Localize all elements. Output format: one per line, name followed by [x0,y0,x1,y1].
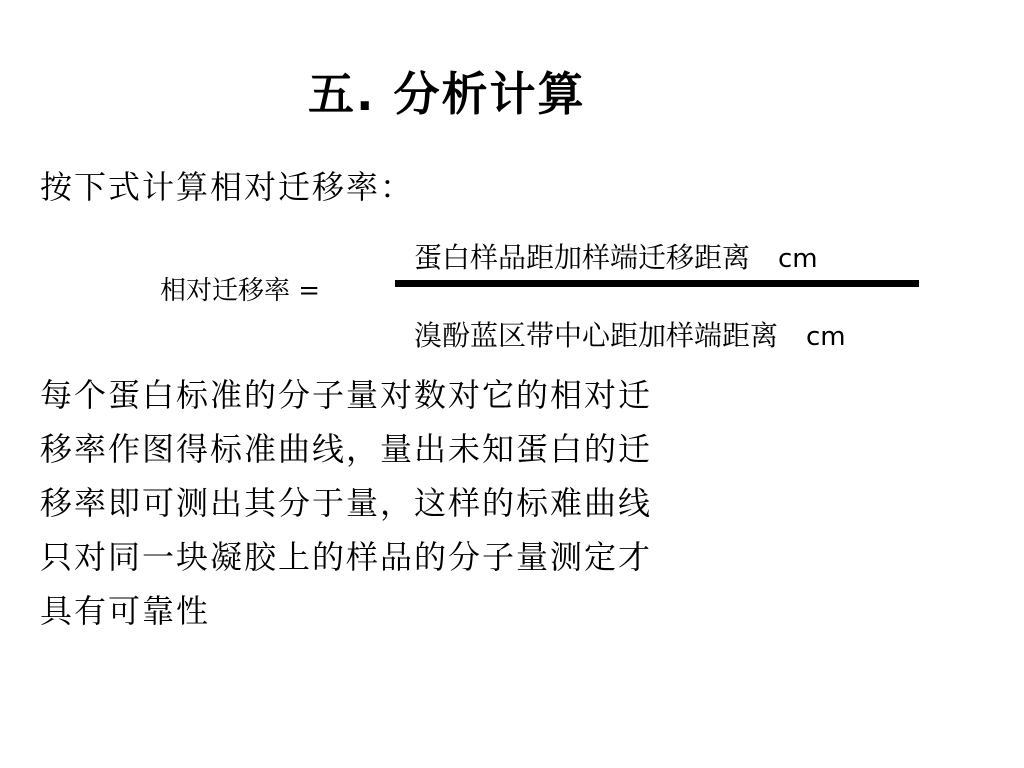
numerator-text: 蛋白样品距加样端迁移距离 [414,241,751,274]
denominator-unit: cm [806,322,846,352]
formula-label: 相对迁移率 = [160,276,321,306]
body-line: 移率即可测出其分于量，这样的标难曲线 [40,484,653,522]
body-line: 只对同一块凝胶上的样品的分子量测定才 [40,538,653,576]
formula-numerator [414,236,818,276]
body-line: 移率作图得标准曲线，量出未知蛋白的迁 [40,430,653,468]
denominator-text: 溴酚蓝区带中心距加样端距离 [414,319,779,352]
slide-title: 五. 分析计算 [308,67,586,121]
fraction-bar [395,280,919,287]
formula-denominator [414,314,846,354]
body-line: 每个蛋白标准的分子量对数对它的相对迁 [40,376,653,414]
body-line: 具有可靠性 [40,592,211,630]
numerator-unit: cm [778,244,818,274]
intro-text: 按下式计算相对迁移率： [40,168,415,206]
body-paragraph [40,368,652,638]
